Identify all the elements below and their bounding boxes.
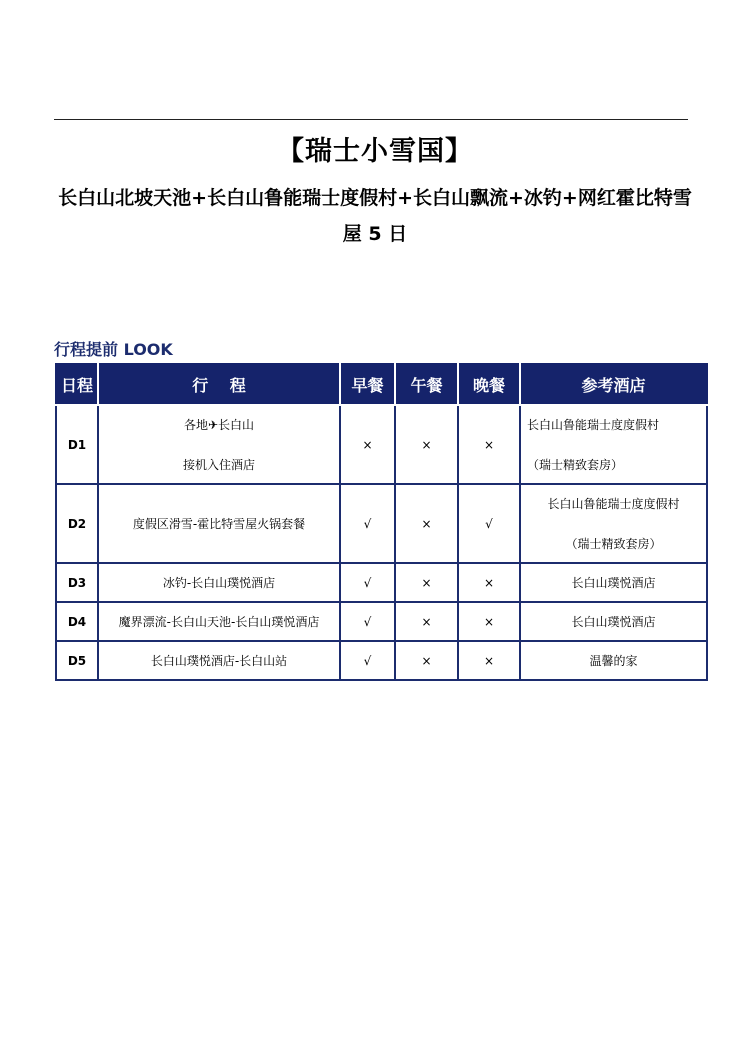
lunch-cell: ×: [395, 484, 458, 563]
route-line: 接机入住酒店: [182, 457, 255, 472]
itinerary-table: [55, 363, 708, 681]
header-hotel: 参考酒店: [520, 364, 707, 405]
hotel-cell: 长白山璞悦酒店: [520, 563, 707, 602]
lunch-cell: ×: [395, 563, 458, 602]
breakfast-cell: √: [340, 563, 395, 602]
hotel-line: 长白山鲁能瑞士度度假村: [547, 496, 680, 511]
hotel-line: 长白山鲁能瑞士度度假村: [527, 417, 660, 432]
table-row: [56, 563, 707, 602]
breakfast-cell: √: [340, 602, 395, 641]
breakfast-cell: √: [340, 641, 395, 680]
page-title: 【瑞士小雪国】: [277, 136, 473, 167]
day-cell: D3: [56, 563, 98, 602]
table-row: [56, 405, 707, 484]
table-row: [56, 484, 707, 563]
header-day: 日程: [56, 364, 98, 405]
dinner-cell: √: [458, 484, 520, 563]
route-line: 各地✈长白山: [183, 417, 255, 432]
hotel-cell: 温馨的家: [520, 641, 707, 680]
header-route: 行 程: [98, 364, 340, 405]
section-label: 行程提前 LOOK: [54, 340, 173, 359]
dinner-cell: ×: [458, 641, 520, 680]
dinner-cell: ×: [458, 405, 520, 484]
hotel-cell: [520, 484, 707, 563]
table-row: [56, 602, 707, 641]
dinner-cell: ×: [458, 602, 520, 641]
lunch-cell: ×: [395, 405, 458, 484]
header-dinner: 晚餐: [458, 364, 520, 405]
breakfast-cell: ×: [340, 405, 395, 484]
page-subtitle: 长白山北坡天池+长白山鲁能瑞士度假村+长白山飘流+冰钓+网红霍比特雪屋 5 日: [58, 187, 692, 245]
route-cell: 度假区滑雪-霍比特雪屋火锅套餐: [98, 484, 340, 563]
route-cell: 魔界漂流-长白山天池-长白山璞悦酒店: [98, 602, 340, 641]
route-cell: 长白山璞悦酒店-长白山站: [98, 641, 340, 680]
route-cell: [98, 405, 340, 484]
table-header-row: [56, 364, 707, 405]
title-block: [40, 130, 710, 252]
route-cell: 冰钓-长白山璞悦酒店: [98, 563, 340, 602]
hotel-cell: [520, 405, 707, 484]
header-lunch: 午餐: [395, 364, 458, 405]
day-cell: D5: [56, 641, 98, 680]
day-cell: D2: [56, 484, 98, 563]
dinner-cell: ×: [458, 563, 520, 602]
breakfast-cell: √: [340, 484, 395, 563]
hotel-cell: 长白山璞悦酒店: [520, 602, 707, 641]
table-row: [56, 641, 707, 680]
header-breakfast: 早餐: [340, 364, 395, 405]
day-cell: D4: [56, 602, 98, 641]
top-divider: [54, 119, 688, 120]
day-cell: D1: [56, 405, 98, 484]
hotel-line: （瑞士精致套房）: [527, 457, 624, 472]
lunch-cell: ×: [395, 602, 458, 641]
lunch-cell: ×: [395, 641, 458, 680]
hotel-line: （瑞士精致套房）: [565, 536, 662, 551]
